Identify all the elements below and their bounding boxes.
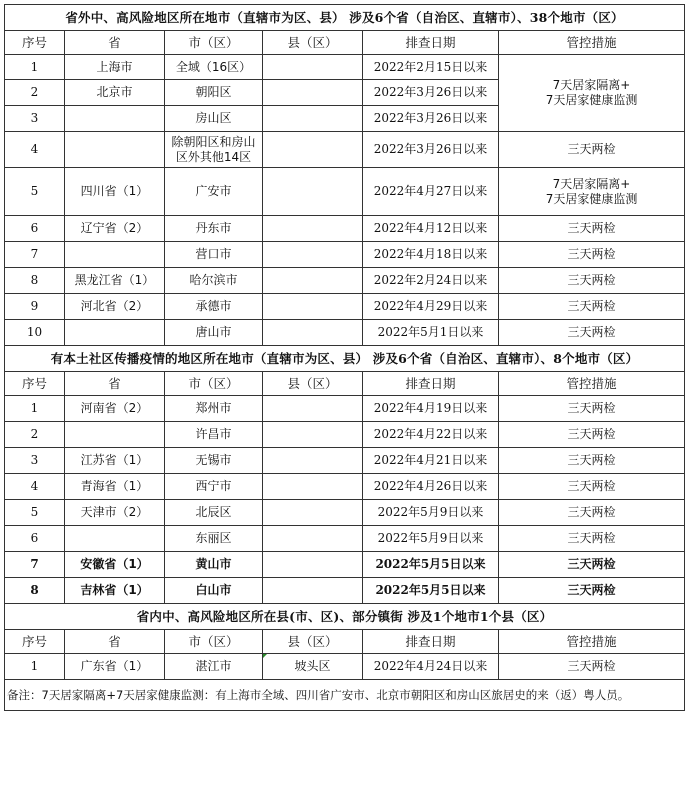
row-province: 河南省（2） — [65, 396, 165, 422]
row-county — [263, 216, 363, 242]
row-measure: 三天两检 — [499, 242, 685, 268]
row-measure: 三天两检 — [499, 552, 685, 578]
row-no: 4 — [5, 132, 65, 168]
row-date: 2022年3月26日以来 — [363, 80, 499, 106]
row-date: 2022年3月26日以来 — [363, 132, 499, 168]
header-no: 序号 — [5, 630, 65, 654]
row-date: 2022年4月19日以来 — [363, 396, 499, 422]
row-no: 5 — [5, 168, 65, 216]
header-date: 排查日期 — [363, 630, 499, 654]
row-province: 青海省（1） — [65, 474, 165, 500]
row-measure: 三天两检 — [499, 268, 685, 294]
row-no: 1 — [5, 654, 65, 680]
row-county — [263, 320, 363, 346]
table-row — [5, 526, 685, 552]
row-county — [263, 242, 363, 268]
row-no: 3 — [5, 106, 65, 132]
row-county — [263, 654, 363, 680]
row-county — [263, 168, 363, 216]
row-city: 湛江市 — [165, 654, 263, 680]
row-measure-merged — [499, 55, 685, 132]
row-province: 河北省（2） — [65, 294, 165, 320]
row-city: 哈尔滨市 — [165, 268, 263, 294]
row-city: 承德市 — [165, 294, 263, 320]
row-no: 8 — [5, 578, 65, 604]
header-county: 县（区） — [263, 31, 363, 55]
cell-marker-icon — [263, 654, 267, 658]
row-no: 9 — [5, 294, 65, 320]
row-city: 西宁市 — [165, 474, 263, 500]
row-province: 天津市（2） — [65, 500, 165, 526]
section1-title: 省外中、高风险地区所在地市（直辖市为区、县） 涉及6个省（自治区、直辖市）、38个地市（区） — [5, 5, 685, 31]
table-row — [5, 448, 685, 474]
row-county — [263, 448, 363, 474]
header-province: 省 — [65, 31, 165, 55]
row-date: 2022年4月27日以来 — [363, 168, 499, 216]
row-measure: 三天两检 — [499, 526, 685, 552]
row-date: 2022年2月15日以来 — [363, 55, 499, 80]
row-date: 2022年4月24日以来 — [363, 654, 499, 680]
header-no: 序号 — [5, 31, 65, 55]
row-county-text: 坡头区 — [294, 659, 331, 673]
note-text: 备注：7天居家隔离+7天居家健康监测：有上海市全域、四川省广安市、北京市朝阳区和房山区旅居史的来（返）粤人员。 — [5, 680, 685, 711]
row-no: 5 — [5, 500, 65, 526]
row-no: 6 — [5, 216, 65, 242]
section1-header-row — [5, 31, 685, 55]
row-county — [263, 132, 363, 168]
measure-line: 7天居家隔离+ — [552, 176, 631, 191]
row-city-text: 除朝阳区和房山区外其他14区 — [171, 134, 256, 164]
row-city: 营口市 — [165, 242, 263, 268]
row-no: 2 — [5, 80, 65, 106]
row-no: 4 — [5, 474, 65, 500]
header-county: 县（区） — [263, 630, 363, 654]
row-city: 郑州市 — [165, 396, 263, 422]
header-province: 省 — [65, 630, 165, 654]
document — [4, 4, 684, 711]
section1-title-row — [5, 5, 685, 31]
row-no: 3 — [5, 448, 65, 474]
row-province: 黑龙江省（1） — [65, 268, 165, 294]
row-province — [65, 320, 165, 346]
row-province — [65, 132, 165, 168]
row-city: 黄山市 — [165, 552, 263, 578]
row-no: 2 — [5, 422, 65, 448]
table-row — [5, 500, 685, 526]
section3-title: 省内中、高风险地区所在县(市、区)、部分镇街 涉及1个地市1个县（区） — [5, 604, 685, 630]
row-date: 2022年5月9日以来 — [363, 526, 499, 552]
header-province: 省 — [65, 372, 165, 396]
row-county — [263, 106, 363, 132]
section3-title-row — [5, 604, 685, 630]
row-date: 2022年4月21日以来 — [363, 448, 499, 474]
row-date: 2022年5月5日以来 — [363, 578, 499, 604]
row-date: 2022年4月22日以来 — [363, 422, 499, 448]
header-measure: 管控措施 — [499, 31, 685, 55]
row-date: 2022年5月9日以来 — [363, 500, 499, 526]
row-province: 北京市 — [65, 80, 165, 106]
row-measure: 三天两检 — [499, 396, 685, 422]
row-measure: 三天两检 — [499, 216, 685, 242]
row-measure — [499, 168, 685, 216]
row-province — [65, 242, 165, 268]
row-city: 白山市 — [165, 578, 263, 604]
table-row — [5, 168, 685, 216]
section2-header-row — [5, 372, 685, 396]
row-measure: 三天两检 — [499, 500, 685, 526]
row-no: 10 — [5, 320, 65, 346]
row-city: 唐山市 — [165, 320, 263, 346]
table-row — [5, 654, 685, 680]
row-county — [263, 80, 363, 106]
header-city: 市（区） — [165, 372, 263, 396]
row-city: 丹东市 — [165, 216, 263, 242]
row-date: 2022年3月26日以来 — [363, 106, 499, 132]
risk-area-table — [4, 4, 685, 711]
row-city: 无锡市 — [165, 448, 263, 474]
row-date: 2022年4月29日以来 — [363, 294, 499, 320]
row-county — [263, 396, 363, 422]
row-county — [263, 268, 363, 294]
measure-line: 7天居家健康监测 — [545, 93, 638, 107]
table-row — [5, 552, 685, 578]
table-row — [5, 578, 685, 604]
row-city: 东丽区 — [165, 526, 263, 552]
table-row — [5, 242, 685, 268]
table-row — [5, 320, 685, 346]
row-province: 广东省（1） — [65, 654, 165, 680]
table-row — [5, 268, 685, 294]
row-province: 四川省（1） — [65, 168, 165, 216]
header-date: 排查日期 — [363, 372, 499, 396]
row-city: 广安市 — [165, 168, 263, 216]
row-date: 2022年4月12日以来 — [363, 216, 499, 242]
row-county — [263, 552, 363, 578]
row-no: 7 — [5, 242, 65, 268]
row-no: 1 — [5, 55, 65, 80]
row-measure: 三天两检 — [499, 474, 685, 500]
header-measure: 管控措施 — [499, 372, 685, 396]
row-city — [165, 132, 263, 168]
header-city: 市（区） — [165, 630, 263, 654]
row-no: 1 — [5, 396, 65, 422]
table-row — [5, 396, 685, 422]
table-row — [5, 216, 685, 242]
row-province — [65, 422, 165, 448]
header-no: 序号 — [5, 372, 65, 396]
header-measure: 管控措施 — [499, 630, 685, 654]
row-measure: 三天两检 — [499, 294, 685, 320]
row-date: 2022年4月26日以来 — [363, 474, 499, 500]
table-row — [5, 55, 685, 80]
row-province — [65, 106, 165, 132]
section3-header-row — [5, 630, 685, 654]
row-county — [263, 422, 363, 448]
section2-title: 有本土社区传播疫情的地区所在地市（直辖市为区、县） 涉及6个省（自治区、直辖市）、8个地市（区） — [5, 346, 685, 372]
header-county: 县（区） — [263, 372, 363, 396]
measure-line: 7天居家隔离+ — [552, 78, 631, 92]
row-province: 上海市 — [65, 55, 165, 80]
row-county — [263, 294, 363, 320]
row-date: 2022年4月18日以来 — [363, 242, 499, 268]
row-city: 北辰区 — [165, 500, 263, 526]
row-city: 朝阳区 — [165, 80, 263, 106]
note-row — [5, 680, 685, 711]
header-date: 排查日期 — [363, 31, 499, 55]
row-measure: 三天两检 — [499, 448, 685, 474]
row-county — [263, 578, 363, 604]
row-date: 2022年2月24日以来 — [363, 268, 499, 294]
row-measure: 三天两检 — [499, 578, 685, 604]
row-no: 7 — [5, 552, 65, 578]
row-measure: 三天两检 — [499, 654, 685, 680]
row-county — [263, 55, 363, 80]
row-city: 全域（16区） — [165, 55, 263, 80]
section2-title-row — [5, 346, 685, 372]
row-city: 许昌市 — [165, 422, 263, 448]
row-province: 江苏省（1） — [65, 448, 165, 474]
row-county — [263, 526, 363, 552]
row-province — [65, 526, 165, 552]
table-row — [5, 294, 685, 320]
row-no: 8 — [5, 268, 65, 294]
table-row — [5, 474, 685, 500]
header-city: 市（区） — [165, 31, 263, 55]
row-county — [263, 500, 363, 526]
row-measure: 三天两检 — [499, 422, 685, 448]
row-measure: 三天两检 — [499, 320, 685, 346]
table-row — [5, 422, 685, 448]
row-city: 房山区 — [165, 106, 263, 132]
measure-line: 7天居家健康监测 — [545, 191, 638, 206]
row-province: 辽宁省（2） — [65, 216, 165, 242]
row-county — [263, 474, 363, 500]
row-date: 2022年5月5日以来 — [363, 552, 499, 578]
row-date: 2022年5月1日以来 — [363, 320, 499, 346]
row-province: 安徽省（1） — [65, 552, 165, 578]
row-province: 吉林省（1） — [65, 578, 165, 604]
table-row — [5, 132, 685, 168]
row-no: 6 — [5, 526, 65, 552]
row-measure: 三天两检 — [499, 132, 685, 168]
